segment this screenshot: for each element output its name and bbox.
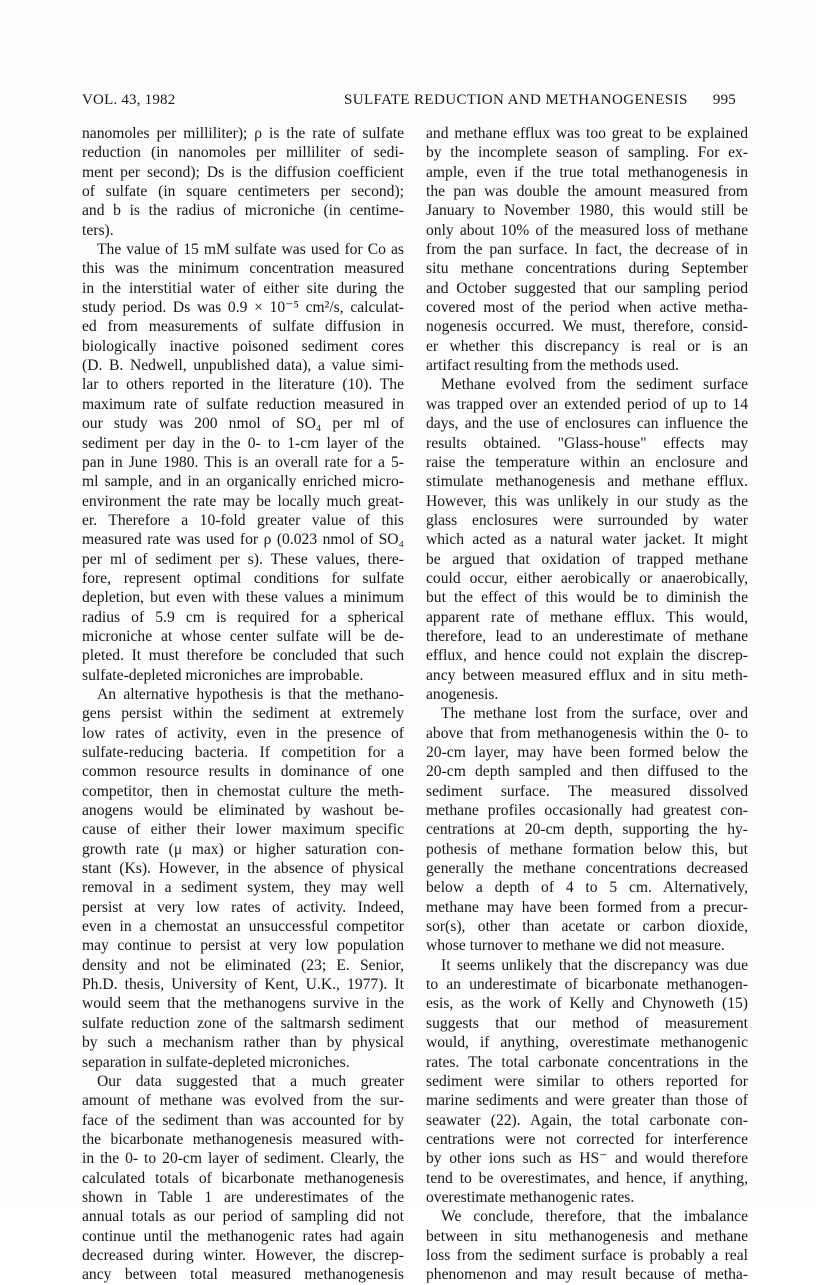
text-line: artifact resulting from the methods used. — [426, 357, 679, 375]
text-line: esis, as the work of Kelly and Chynoweth (15) — [426, 995, 748, 1013]
text-line: in the interstitial water of either site during the — [82, 279, 404, 297]
text-line: removal in a sediment system, they may well — [82, 879, 404, 897]
text-line: sulfate-reducing bacteria. If competition for a — [82, 744, 404, 761]
text-line: sediment surface. The measured dissolved — [426, 782, 748, 800]
text-line: whose turnover to methane we did not measure. — [426, 937, 725, 955]
right-text-column — [426, 124, 748, 1285]
text-line: only about 10% of the measured loss of methane — [426, 221, 748, 239]
text-line: fore, represent optimal conditions for sulfate — [82, 569, 404, 587]
text-line: ml sample, and in an organically enriched micro- — [82, 473, 404, 491]
text-line: separation in sulfate-depleted microniches. — [82, 1053, 350, 1071]
text-line: face of the sediment than was accounted for by — [82, 1111, 404, 1129]
text-line: therefore, lead to an underestimate of methane — [426, 627, 748, 645]
text-line: density and not be eliminated (23; E. Senior, — [82, 956, 404, 974]
text-line: which acted as a natural water jacket. It might — [426, 531, 748, 549]
text-line: sediment per day in the 0- to 1-cm layer of the — [82, 434, 404, 452]
text-line: of sulfate (in square centimeters per second); — [82, 183, 404, 201]
text-line: reduction (in nanomoles per milliliter of sedi- — [82, 144, 404, 162]
text-line: in the 0- to 20-cm layer of sediment. Clearly, the — [82, 1150, 404, 1168]
text-line: pan in June 1980. This is an overall rate for a 5- — [82, 453, 404, 471]
volume-label: VOL. 43, 1982 — [82, 92, 176, 108]
text-line: seawater (22). Again, the total carbonate con- — [426, 1111, 748, 1129]
text-line: measured rate was used for ρ (0.023 nmol of SO₄ — [82, 531, 404, 549]
left-text-column — [82, 124, 404, 1285]
text-line: nanomoles per milliliter); ρ is the rate of sulfate — [82, 125, 404, 142]
text-line: be argued that oxidation of trapped methane — [426, 550, 748, 568]
text-line: and October suggested that our sampling period — [426, 279, 748, 297]
text-line: gens persist within the sediment at extremely — [82, 705, 404, 723]
text-line: efflux, and hence could not explain the discrep- — [426, 647, 748, 665]
text-line: We conclude, therefore, that the imbalance — [441, 1208, 748, 1226]
text-line: anogens would be eliminated by washout be- — [82, 802, 404, 820]
text-line: situ methane concentrations during September — [426, 260, 748, 278]
text-line: Methane evolved from the sediment surface — [441, 376, 748, 394]
text-line: by such a mechanism rather than by physical — [82, 1034, 404, 1052]
text-line: tend to be overestimates, and hence, if anything, — [426, 1169, 748, 1187]
text-line: phenomenon and may result because of metha- — [426, 1266, 748, 1284]
text-line: was trapped over an extended period of up to 14 — [426, 395, 748, 413]
text-line: to an underestimate of bicarbonate methanogen- — [426, 976, 748, 994]
text-line: calculated totals of bicarbonate methanogenesis — [82, 1169, 404, 1187]
text-line: persist at very low rates of activity. Indeed, — [82, 898, 404, 916]
text-line: competitor, then in chemostat culture the meth- — [82, 782, 404, 800]
text-line: the bicarbonate methanogenesis measured with- — [82, 1130, 404, 1148]
text-line: continue until the methanogenic rates had again — [82, 1227, 404, 1245]
text-line: may continue to persist at very low population — [82, 937, 404, 955]
text-line: rates. The total carbonate concentrations in the — [426, 1053, 748, 1071]
text-line: microniche at whose center sulfate will be de- — [82, 627, 404, 645]
text-line: The value of 15 mM sulfate was used for Co as — [97, 241, 404, 259]
text-line: shown in Table 1 are underestimates of the — [82, 1188, 404, 1206]
text-line: ancy between measured efflux and in situ meth- — [426, 666, 748, 684]
text-line: decreased during winter. However, the discrep- — [82, 1246, 404, 1264]
text-line: pothesis of methane formation below this, but — [426, 840, 748, 858]
text-line: even in a chemostat an unsuccessful competitor — [82, 918, 404, 936]
text-line: ters). — [82, 221, 114, 239]
text-line: study period. Ds was 0.9 × 10⁻⁵ cm²/s, calculat- — [82, 299, 404, 317]
text-line: methane profiles occasionally had greatest con- — [426, 802, 748, 820]
text-line: but the effect of this would be to diminish the — [426, 589, 748, 607]
text-line: marine sediments and were greater than those of — [426, 1092, 748, 1110]
text-line: lar to others reported in the literature (10). The — [82, 376, 404, 394]
text-line: er. Therefore a 10-fold greater value of this — [82, 511, 404, 529]
text-line: low rates of activity, even in the presence of — [82, 724, 404, 742]
text-line: our study was 200 nmol of SO₄ per ml of — [82, 415, 404, 433]
text-line: sediment were similar to others reported for — [426, 1072, 748, 1090]
text-line: common resource results in dominance of one — [82, 763, 404, 781]
running-title: SULFATE REDUCTION AND METHANOGENESIS — [344, 92, 688, 108]
text-line: below a depth of 4 to 5 cm. Alternatively, — [426, 879, 748, 897]
text-line: methane may have been formed from a precur- — [426, 898, 748, 916]
text-line: would seem that the methanogens survive in the — [82, 995, 404, 1013]
text-line: 20-cm layer, may have been formed below the — [426, 744, 748, 761]
text-line: (D. B. Nedwell, unpublished data), a value simi- — [82, 357, 404, 375]
text-line: overestimate methanogenic rates. — [426, 1188, 635, 1206]
text-line: and methane efflux was too great to be explained — [426, 125, 748, 142]
text-line: ed from measurements of sulfate diffusion in — [82, 318, 404, 336]
text-line: pleted. It must therefore be concluded that such — [82, 647, 404, 665]
running-header — [82, 92, 736, 112]
text-line: The methane lost from the surface, over and — [441, 705, 748, 723]
text-line: loss from the sediment surface is probably a real — [426, 1246, 748, 1264]
text-line: annual totals as our period of sampling did not — [82, 1208, 404, 1226]
text-line: between in situ methanogenesis and methane — [426, 1227, 748, 1245]
text-line: er whether this discrepancy is real or is an — [426, 337, 748, 355]
text-line: Ph.D. thesis, University of Kent, U.K., 1977). It — [82, 976, 404, 994]
text-line: ment per second); Ds is the diffusion coefficient — [82, 163, 404, 181]
text-line: the pan was double the amount measured from — [426, 183, 748, 201]
text-line: cause of either their lower maximum specific — [82, 821, 404, 839]
text-line: stant (Ks). However, in the absence of physical — [82, 860, 404, 878]
text-line: ancy between total measured methanogenesis — [82, 1266, 404, 1284]
text-line: and b is the radius of microniche (in centime- — [82, 202, 404, 220]
text-line: environment the rate may be locally much great- — [82, 492, 404, 510]
text-line: raise the temperature within an enclosure and — [426, 453, 748, 471]
text-line: would, if anything, overestimate methanogenic — [426, 1034, 748, 1052]
text-line: above that from methanogenesis within the 0- to — [426, 724, 748, 742]
text-line: glass enclosures were surrounded by water — [426, 511, 748, 529]
text-line: by other ions such as HS⁻ and would therefore — [426, 1150, 748, 1168]
text-line: apparent rate of methane efflux. This would, — [426, 608, 748, 626]
page-number: 995 — [712, 92, 736, 108]
text-line: per ml of sediment per s). These values, there- — [82, 550, 404, 568]
text-line: by the incomplete season of sampling. For ex- — [426, 144, 748, 162]
text-line: However, this was unlikely in our study as the — [426, 492, 748, 510]
text-line: radius of 5.9 cm is required for a spherical — [82, 608, 404, 626]
text-line: anogenesis. — [426, 685, 499, 703]
text-line: growth rate (μ max) or higher saturation con- — [82, 840, 404, 858]
text-line: It seems unlikely that the discrepancy was due — [441, 956, 748, 974]
text-line: 20-cm depth sampled and then diffused to the — [426, 763, 748, 781]
text-line: covered most of the period when active metha- — [426, 299, 748, 317]
text-line: suggests that our method of measurement — [426, 1014, 748, 1032]
text-line: maximum rate of sulfate reduction measured in — [82, 395, 404, 413]
text-line: centrations at 20-cm depth, supporting the hy- — [426, 821, 748, 839]
text-line: Our data suggested that a much greater — [97, 1072, 404, 1090]
text-line: from the pan surface. In fact, the decrease of in — [426, 241, 748, 259]
text-line: ample, even if the true total methanogenesis in — [426, 163, 748, 181]
text-line: generally the methane concentrations decreased — [426, 860, 748, 878]
text-line: sor(s), other than acetate or carbon dioxide, — [426, 918, 748, 936]
text-line: stimulate methanogenesis and methane efflux. — [426, 473, 748, 491]
text-line: An alternative hypothesis is that the methano- — [97, 685, 404, 703]
text-line: biologically inactive poisoned sediment cores — [82, 337, 404, 355]
text-line: sulfate reduction zone of the saltmarsh sediment — [82, 1014, 404, 1032]
text-line: January to November 1980, this would still be — [426, 202, 748, 220]
text-line: amount of methane was evolved from the sur- — [82, 1092, 404, 1110]
text-line: could occur, either aerobically or anaerobically, — [426, 569, 748, 587]
text-line: this was the minimum concentration measured — [82, 260, 404, 278]
text-line: depletion, but even with these values a minimum — [82, 589, 404, 607]
text-line: days, and the use of enclosures can influence the — [426, 415, 748, 433]
text-line: centrations were not corrected for interference — [426, 1130, 748, 1148]
text-line: sulfate-depleted microniches are improbable. — [82, 666, 364, 684]
text-line: nogenesis occurred. We must, therefore, consid- — [426, 318, 748, 336]
text-line: results obtained. "Glass-house" effects may — [426, 434, 748, 452]
